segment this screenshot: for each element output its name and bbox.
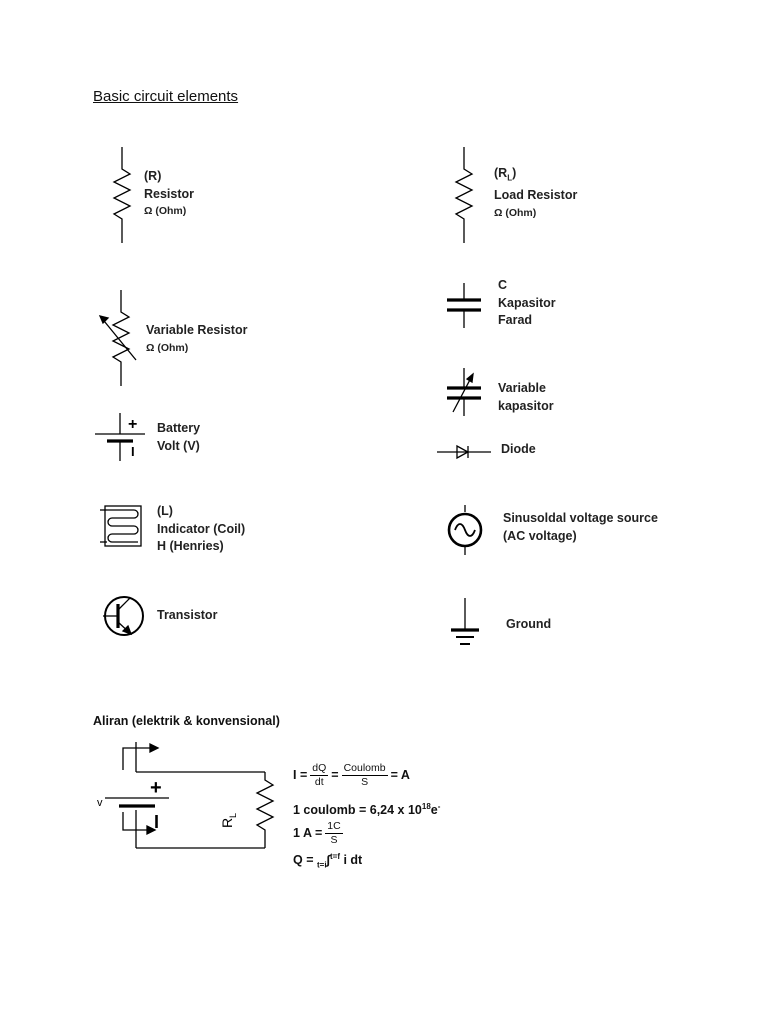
resistor-label	[144, 168, 194, 221]
resistor-symbol-text: (R)	[144, 169, 162, 183]
eq4-int: ∫	[326, 853, 330, 868]
inductor-label	[157, 503, 245, 556]
resistor-unit: Ω (Ohm)	[144, 205, 187, 217]
equation-charge-integral	[293, 852, 362, 870]
battery-symbol	[95, 413, 147, 461]
eq1-fraction-coulomb	[342, 762, 388, 789]
equation-ampere	[293, 820, 346, 847]
flow-v-label: v	[97, 797, 103, 809]
variable-capacitor-label	[498, 380, 554, 415]
inductor-symbol	[98, 504, 148, 550]
load-resistor-symbol-close: )	[512, 166, 517, 180]
load-resistor-label	[494, 165, 577, 222]
eq2-exp: 18	[421, 802, 431, 811]
diode-label: Diode	[501, 442, 536, 456]
flow-minus-sign: I	[154, 812, 160, 832]
flow-rl-main: R	[219, 817, 235, 828]
capacitor-symbol	[445, 283, 485, 333]
eq2-text: 1 coulomb = 6,24 x 10	[293, 803, 422, 818]
eq1-den2: S	[361, 776, 369, 788]
inductor-symbol-text: (L)	[157, 504, 173, 518]
transistor-label: Transistor	[157, 608, 218, 622]
battery-label	[157, 420, 200, 455]
flow-circuit-diagram	[92, 742, 277, 854]
ac-source-note: (AC voltage)	[503, 528, 577, 543]
capacitor-symbol-text: C	[498, 278, 508, 292]
variable-resistor-name: Variable Resistor	[146, 323, 248, 337]
ground-symbol	[448, 598, 484, 648]
eq1-lhs: I =	[293, 767, 308, 782]
flow-plus-sign: +	[150, 777, 162, 799]
load-resistor-symbol-main: (R	[494, 166, 508, 180]
battery-name: Battery	[157, 421, 201, 435]
load-resistor-unit: Ω (Ohm)	[494, 206, 537, 219]
load-resistor-symbol-text	[494, 165, 577, 187]
variable-capacitor-line1: Variable	[498, 381, 546, 395]
eq4-upper: t=f	[329, 852, 340, 861]
variable-capacitor-symbol	[445, 368, 485, 418]
eq1-rhs: = A	[390, 767, 410, 782]
capacitor-label	[498, 277, 556, 330]
eq2-unit-sup: -	[437, 802, 441, 811]
capacitor-unit: Farad	[498, 313, 533, 327]
equation-coulomb	[293, 802, 440, 817]
diode-symbol	[437, 444, 491, 460]
eq1-den1: dt	[314, 776, 324, 788]
equation-current	[293, 762, 410, 789]
eq1-num2: Coulomb	[343, 762, 386, 774]
inductor-unit: H (Henries)	[157, 539, 224, 553]
page-title: Basic circuit elements	[93, 88, 239, 105]
eq1-eq: =	[331, 767, 339, 782]
eq4-rhs: i dt	[339, 853, 363, 868]
eq2-unit: e	[430, 803, 438, 818]
battery-plus-sign: +	[128, 416, 138, 433]
inductor-name: Indicator (Coil)	[157, 521, 246, 536]
variable-capacitor-line2: kapasitor	[498, 398, 554, 413]
variable-resistor-label	[146, 322, 247, 357]
variable-resistor-unit: Ω (Ohm)	[146, 341, 189, 354]
eq3-den: S	[330, 834, 338, 846]
battery-unit: Volt (V)	[157, 438, 200, 453]
resistor-symbol	[108, 147, 138, 243]
eq3-fraction	[325, 820, 342, 847]
eq1-num1: dQ	[312, 762, 327, 774]
ground-label: Ground	[506, 617, 552, 631]
eq3-lhs: 1 A =	[293, 825, 323, 840]
battery-minus-sign: I	[131, 444, 135, 459]
variable-resistor-symbol	[100, 290, 140, 386]
flow-rl-sub: L	[228, 812, 238, 818]
load-resistor-name: Load Resistor	[494, 188, 578, 202]
ac-source-name: Sinusoldal voltage source	[503, 511, 658, 525]
flow-heading: Aliran (elektrik & konvensional)	[93, 714, 280, 728]
eq3-num: 1C	[327, 820, 341, 832]
transistor-symbol	[100, 592, 148, 640]
load-resistor-symbol-sub: L	[507, 173, 513, 183]
resistor-name: Resistor	[144, 186, 195, 201]
capacitor-name: Kapasitor	[498, 295, 556, 310]
ac-source-symbol	[446, 505, 486, 559]
eq4-lhs: Q =	[293, 853, 314, 868]
eq4-lower: t=i	[316, 860, 327, 870]
ac-source-label	[503, 510, 658, 545]
load-resistor-symbol	[450, 147, 480, 243]
eq1-fraction-dq-dt	[310, 762, 328, 789]
